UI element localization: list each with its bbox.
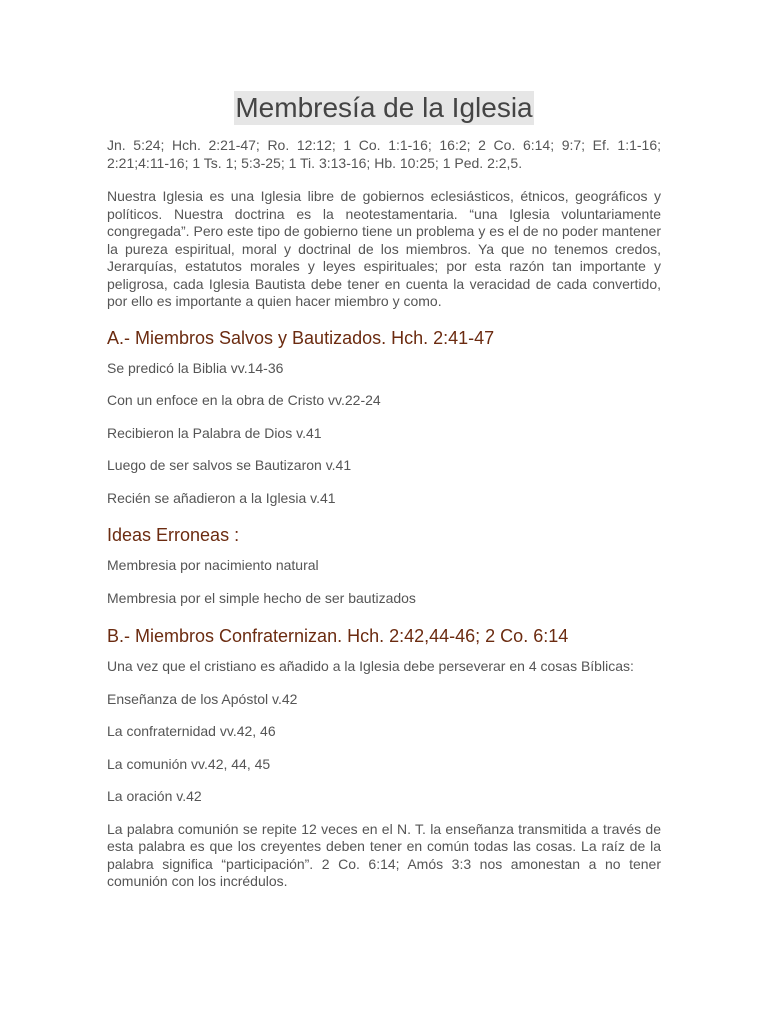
intro-paragraph: Nuestra Iglesia es una Iglesia libre de gobiernos eclesiásticos, étnicos, geográficos y políticos. Nuestra doctrina es la neotestamentaria. “una Iglesia voluntariamente congregada”. Pero este tipo de gobierno tiene un problema y es el de no poder mantener la pureza espiritual, moral y doctrinal de los miembros. Ya que no tenemos credos, Jerarquías, estatutos morales y leyes espirituales; por esta razón tan importante y peligrosa, cada Iglesia Bautista debe tener en cuenta la veracidad de cada convertido, por ello es importante a quien hacer miembro y como. bbox=[107, 188, 661, 309]
section-b-item: La confraternidad vv.42, 46 bbox=[107, 723, 276, 739]
section-a-item: Recién se añadieron a la Iglesia v.41 bbox=[107, 489, 336, 506]
section-a-heading: A.- Miembros Salvos y Bautizados. Hch. 2:41-47 bbox=[107, 327, 495, 348]
page-title: Membresía de la Iglesia bbox=[235, 92, 533, 123]
section-b-heading: B.- Miembros Confraternizan. Hch. 2:42,44-46; 2 Co. 6:14 bbox=[107, 626, 569, 646]
ideas-item: Membresia por nacimiento natural bbox=[107, 557, 319, 573]
ideas-item: Membresia por el simple hecho de ser bautizados bbox=[107, 589, 416, 606]
scripture-references: Jn. 5:24; Hch. 2:21-47; Ro. 12:12; 1 Co. 1:1-16; 16:2; 2 Co. 6:14; 9:7; Ef. 1:1-16; 2:21;4:11-16; 1 Ts. 1; 5:3-25; 1 Ti. 3:13-16; Hb. 10:25; 1 Ped. 2:2,5. bbox=[107, 137, 661, 171]
section-a-item: Con un enfoce en la obra de Cristo vv.22-24 bbox=[107, 392, 381, 408]
section-b-item: La oración v.42 bbox=[107, 788, 202, 804]
section-a-item: Se predicó la Biblia vv.14-36 bbox=[107, 359, 284, 376]
section-a-item: Recibieron la Palabra de Dios v.41 bbox=[107, 424, 322, 441]
section-b-item: Enseñanza de los Apóstol v.42 bbox=[107, 690, 298, 707]
section-b-intro: Una vez que el cristiano es añadido a la Iglesia debe perseverar en 4 cosas Bíblicas: bbox=[107, 658, 634, 674]
title-wrap bbox=[107, 91, 661, 127]
section-b-closing: La palabra comunión se repite 12 veces en el N. T. la enseñanza transmitida a través de esta palabra es que los creyentes deben tener en común todas las cosas. La raíz de la palabra significa “participación”. 2 Co. 6:14; Amós 3:3 nos amonestan a no tener comunión con los incrédulos. bbox=[107, 820, 661, 889]
ideas-heading: Ideas Erroneas : bbox=[107, 525, 240, 545]
document-page bbox=[107, 0, 661, 891]
section-a-item: Luego de ser salvos se Bautizaron v.41 bbox=[107, 457, 352, 473]
section-b-item: La comunión vv.42, 44, 45 bbox=[107, 755, 271, 772]
